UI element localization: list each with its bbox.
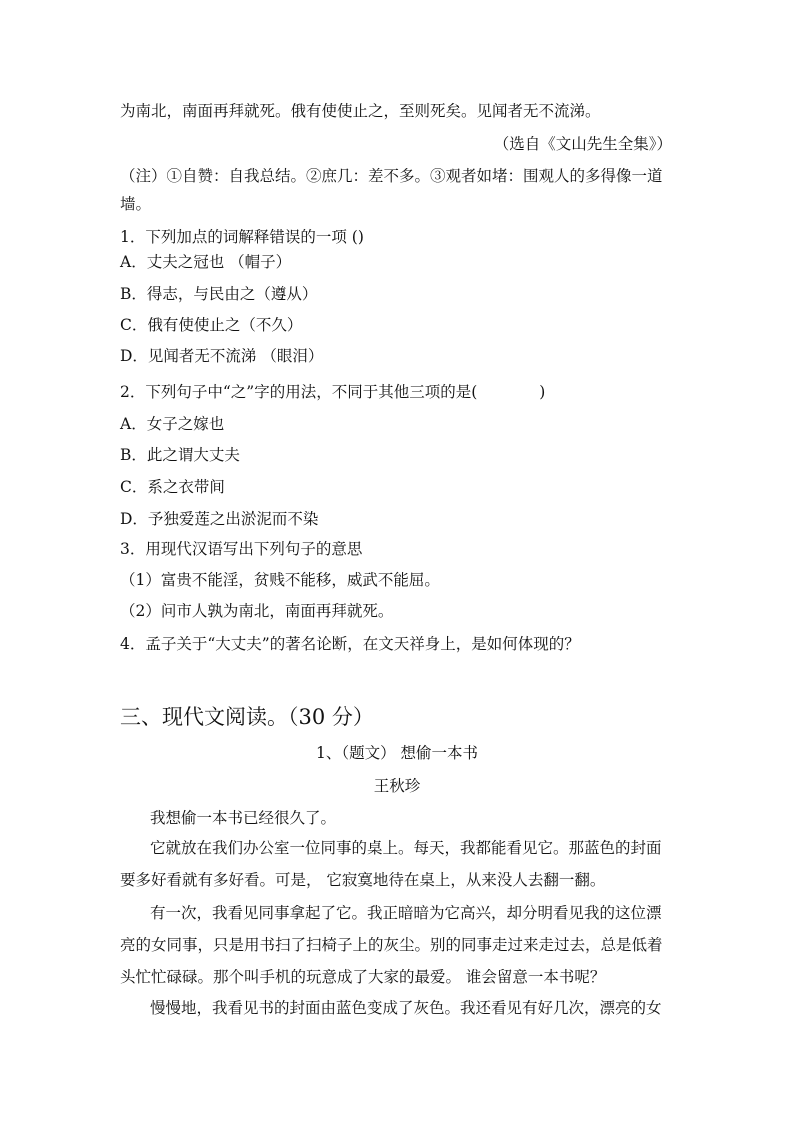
option-d: D．予独爱莲之出淤泥而不染 bbox=[120, 510, 319, 528]
option-b: B．此之谓大丈夫 bbox=[120, 446, 240, 464]
paragraph-line: 要多好看就有多好看。可是， 它寂寞地待在桌上，从来没人去翻一翻。 bbox=[120, 871, 606, 889]
option-d: D．见闻者无不流涕 （眼泪） bbox=[120, 347, 324, 365]
paragraph-line: 我想偷一本书已经很久了。 bbox=[150, 809, 337, 827]
note-line: （注）①自赞：自我总结。②庶几：差不多。③观者如堵：围观人的多得像一道 bbox=[120, 167, 663, 185]
question-3: 3．用现代汉语写出下列句子的意思 bbox=[120, 540, 363, 558]
option-a: A．女子之嫁也 bbox=[120, 415, 225, 433]
article-author: 王秋珍 bbox=[373, 777, 421, 795]
note-line: 墙。 bbox=[120, 195, 152, 213]
option-b: B．得志，与民由之（遵从） bbox=[120, 285, 318, 303]
paragraph-line: 头忙忙碌碌。那个叫手机的玩意成了大家的最爱。 谁会留意一本书呢？ bbox=[120, 968, 606, 986]
paragraph-line: 它就放在我们办公室一位同事的桌上。每天，我都能看见它。那蓝色的封面 bbox=[150, 839, 662, 857]
sub-item: （1）富贵不能淫，贫贱不能移，威武不能屈。 bbox=[120, 571, 440, 589]
text-line: 为南北，南面再拜就死。俄有使使止之，至则死矣。见闻者无不流涕。 bbox=[120, 102, 601, 120]
paragraph-line: 亮的女同事，只是用书扫了扫椅子上的灰尘。别的同事走过来走过去，总是低着 bbox=[120, 936, 663, 954]
option-a: A．丈夫之冠也 （帽子） bbox=[120, 253, 292, 271]
paragraph-line: 慢慢地，我看见书的封面由蓝色变成了灰色。我还看见有好几次，漂亮的女 bbox=[150, 999, 662, 1017]
option-c: C．俄有使使止之（不久） bbox=[120, 316, 303, 334]
paragraph-line: 有一次，我看见同事拿起了它。我正暗暗为它高兴，却分明看见我的这位漂 bbox=[150, 904, 662, 922]
section-heading: 三、现代文阅读。（30 分） bbox=[120, 705, 374, 729]
question-4: 4．孟子关于“大丈夫”的著名论断，在文天祥身上，是如何体现的？ bbox=[120, 635, 580, 653]
question-1: 1．下列加点的词解释错误的一项 () bbox=[120, 228, 364, 246]
article-title: 1、（题文） 想偷一本书 bbox=[315, 744, 479, 762]
sub-item: （2）问市人孰为南北，南面再拜就死。 bbox=[120, 602, 394, 620]
option-c: C．系之衣带间 bbox=[120, 478, 225, 496]
question-2: 2．下列句子中“之”字的用法，不同于其他三项的是( ) bbox=[120, 383, 546, 401]
source-citation: （选自《文山先生全集》） bbox=[493, 135, 672, 153]
